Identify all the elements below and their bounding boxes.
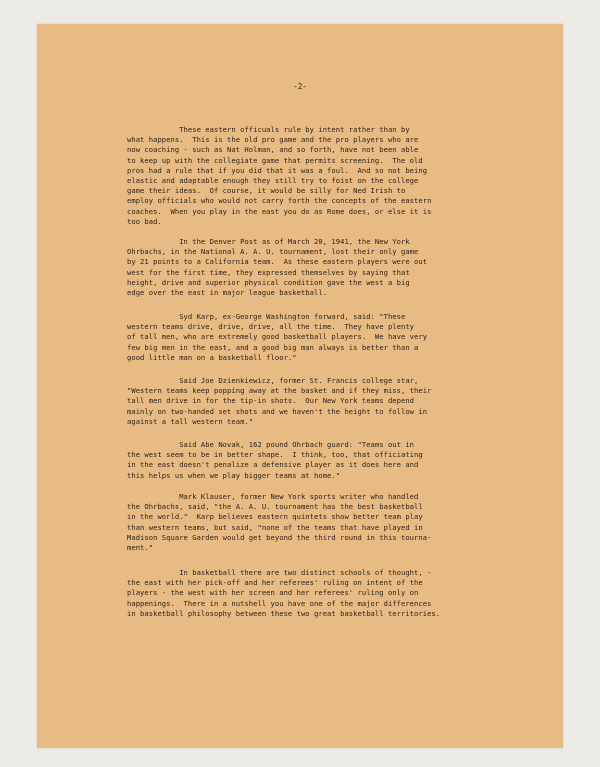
paragraph-conclusion: In basketball there are two distinct schools of thought, - the east with her pick-off and her referees' ruling on intent of the players - the west with her screen and her referees' ruling only on happenings. There in a nutshell you have one of the major differences in basketball philosophy between these two great basketball territories.	[127, 568, 441, 618]
paragraph-denver-post: In the Denver Post as of March 20, 1941, the New York Ohrbachs, in the National A. A. U. tournament, lost their only game by 21 points to a California team. As these eastern players were out west for the first time, they expressed themselves by saying that height, drive and superior physical condition gave the west a big edge over the east in major league basketball.	[127, 237, 428, 298]
document-page	[37, 24, 563, 748]
paragraph-abe-novak: Said Abe Novak, 162 pound Ohrbach guard: "Teams out in the west seem to be in better shape. I think, too, that officiating in the east doesn't penalize a defensive player as it does here and this helps us when we play bigger teams at home."	[127, 440, 423, 480]
paragraph-mark-klauser: Mark Klauser, former New York sports writer who handled the Ohrbachs, said, "the A. A. U. tournament has the best basketball in the world." Karp believes eastern quintets show better team play than western teams, but said, "none of the teams that have played in Madison Square Garden would get beyond the third round in this tourna- ment."	[127, 492, 432, 553]
paragraph-joe-dzienkiewicz: Said Joe Dzienkiewicz, former St. Francis college star, "Western teams keep popping away at the basket and if they miss, their tall men drive in for the tip-in shots. Our New York teams depend mainly on two-handed set shots and we haven't the height to follow in against a tall western team."	[127, 376, 432, 426]
page-number: -2-	[293, 82, 307, 91]
paragraph-eastern-officials: These eastern officuals rule by intent rather than by what happens. This is the old pro game and the pro players who are now coaching - such as Nat Holman, and so forth, have not been able to keep up with the collegiate game that permits screening. The old pros had a rule that if you did that it was a foul. And so not being elastic and adaptable enough they still try to foist on the college game their ideas. Of course, it would be silly for Ned Irish to employ officials who would not carry forth the concepts of the eastern coaches. When you play in the east you do as Rome does, or else it is too bad.	[127, 125, 432, 226]
paragraph-syd-karp: Syd Karp, ex-George Washington forward, said: "These western teams drive, drive, drive, all the time. They have plenty of tall men, who are extremely good basketball players. We have very few big men in the east, and a good big man always is better than a good little man on a basketball floor."	[127, 312, 428, 362]
